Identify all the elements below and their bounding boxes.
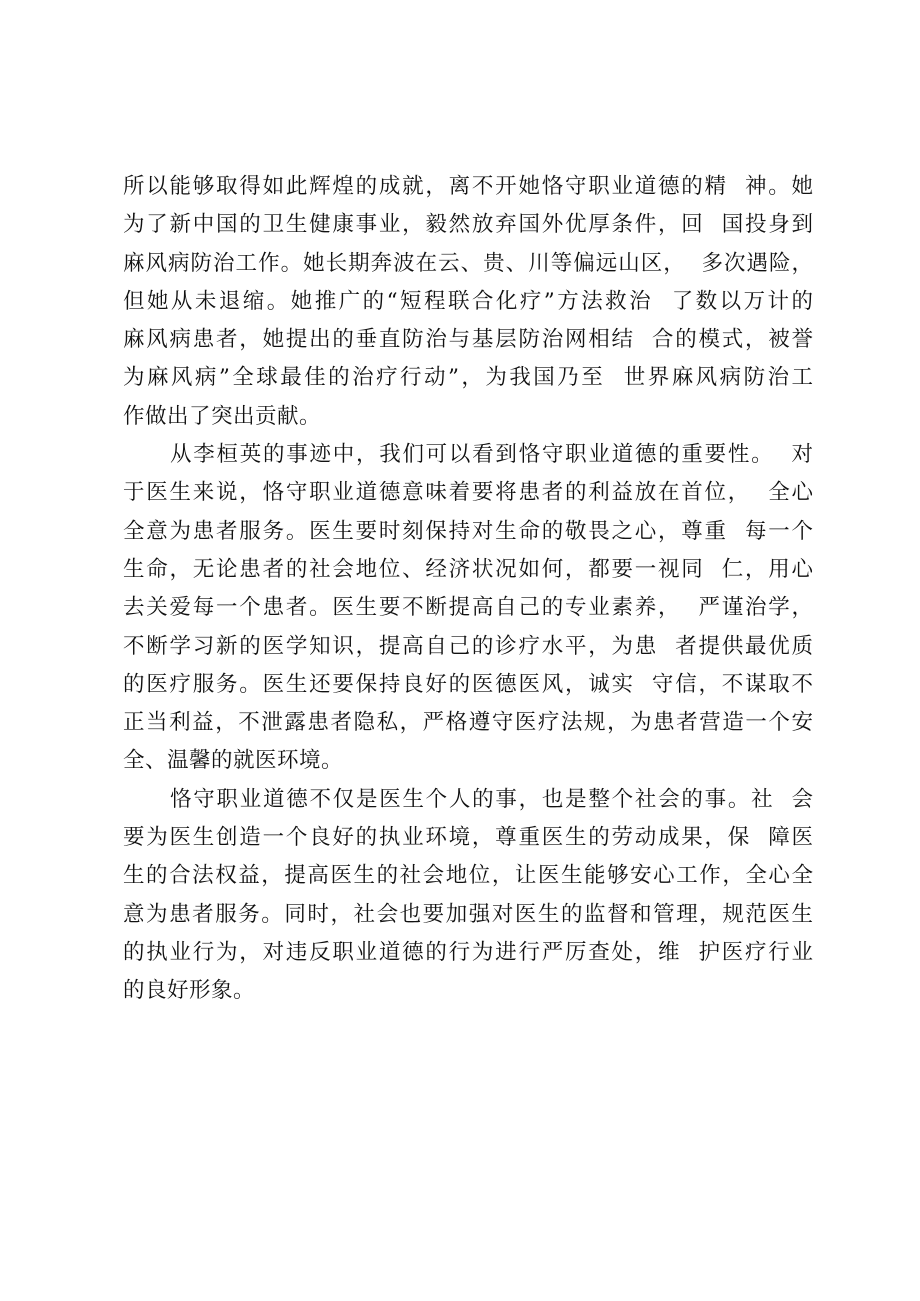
text-line: 的良好形象。 (123, 978, 256, 1004)
text-line: 但她从未退缩。她推广的“短程联合化疗”方法救治 了数以万计的 (123, 288, 813, 314)
text-line: 不断学习新的医学知识，提高自己的诊疗水平，为患 者提供最优质 (123, 633, 813, 659)
text-line: 生命，无论患者的社会地位、经济状况如何，都要一视同 仁，用心 (123, 556, 813, 582)
text-line: 所以能够取得如此辉煌的成就，离不开她恪守职业道德的精 神。她 (123, 174, 813, 199)
text-line: 要为医生创造一个良好的执业环境，尊重医生的劳动成果，保 障医 (123, 825, 813, 851)
text-line: 意为患者服务。同时，社会也要加强对医生的监督和管理，规范医生 (123, 901, 813, 927)
text-line: 麻风病防治工作。她长期奔波在云、贵、川等偏远山区， 多次遇险， (123, 250, 813, 276)
text-line: 恪守职业道德不仅是医生个人的事，也是整个社会的事。社 会 (170, 786, 813, 812)
text-line: 正当利益，不泄露患者隐私，严格遵守医疗法规，为患者营造一个安 (123, 710, 813, 736)
text-line: 于医生来说，恪守职业道德意味着要将患者的利益放在首位， 全心 (123, 480, 813, 506)
text-line: 的医疗服务。医生还要保持良好的医德医风，诚实 守信，不谋取不 (123, 671, 813, 697)
text-line: 的执业行为，对违反职业道德的行为进行严厉查处，维 护医疗行业 (123, 939, 813, 965)
paragraph-1 (123, 168, 813, 436)
text-line: 全、温馨的就医环境。 (123, 748, 344, 774)
document-page (123, 168, 813, 1011)
text-line: 生的合法权益，提高医生的社会地位，让医生能够安心工作，全心全 (123, 863, 813, 889)
text-line: 全意为患者服务。医生要时刻保持对生命的敬畏之心，尊重 每一个 (123, 518, 813, 544)
text-line: 作做出了突出贡献。 (123, 403, 322, 429)
text-line: 为麻风病”全球最佳的治疗行动”，为我国乃至 世界麻风病防治工 (123, 365, 813, 391)
text-line: 为了新中国的卫生健康事业，毅然放弃国外优厚条件，回 国投身到 (123, 212, 813, 238)
paragraph-3 (123, 781, 813, 1011)
text-line: 去关爱每一个患者。医生要不断提高自己的专业素养， 严谨治学， (123, 595, 813, 621)
text-line: 从李桓英的事迹中，我们可以看到恪守职业道德的重要性。 对 (170, 442, 813, 468)
paragraph-2 (123, 436, 813, 781)
text-line: 麻风病患者，她提出的垂直防治与基层防治网相结 合的模式，被誉 (123, 327, 813, 353)
